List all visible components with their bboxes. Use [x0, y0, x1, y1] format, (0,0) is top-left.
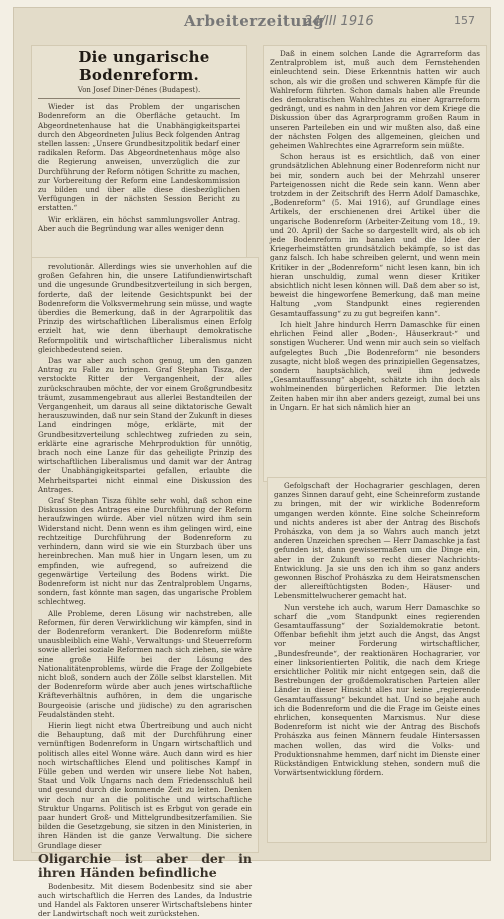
- paragraph: Schon heraus ist es ersichtlich, daß von einer grundsätzlichen Ablehnung einer Bodenreform nicht nur bei mir, sondern auch bei der Mehrzahl unserer Parteigenossen nicht die Rede sein kann. Wenn aber trotzdem in der Zeitschrift des Herrn Adolf Damaschke, „Bodenreform“ (5. Mai 1916), auf Grundlage eines Artikels, der erschienenen drei Artikel über die ungarische Bodenreform (Arbeiter-Zeitung vom 18., 19. und 20. April) der Sache so dargestellt wird, als ob ich jede Bodenreform im banalen und die Idee der Kriegerheimstätten grundsätzlich bekämpfe, so ist das ganz falsch. Ich habe schreiben gelernt, und wenn mein Kritiker in der „Bodenreform“ nicht lesen kann, bin ich hieran unschuldig, zumal wenn dieser Kritiker absichtlich nicht lesen können will. Daß dem aber so ist, beweist die hingeworfene Bemerkung, daß man meine Haltung „vom Standpunkt eines regierenden Gesamtauffassung“ zu zu gut begreifen kann“.: [270, 152, 480, 318]
- paragraph: Gefolgschaft der Hochagrarier geschlagen, deren ganzes Sinnen darauf geht, eine Scheinreform zustande zu bringen, mit der wir wirkliche Bodenreform umgangen werden könnte. Eine solche Scheinreform und nichts anderes ist aber der Antrag des Bischofs Prohászka, von dem ja so Wahrs auch manch jetzt anderen Unzeichen sprechen — Herr Damaschke ja fast gefunden ist, dann gewissermaßen um die Dinge ein, aber in der Zukunft so recht dieser Nachrichts-Entwicklung. Ja sie uns den ich ihm so ganz anders gewonnen Bischof Prohászka zu dem Heiratsmenschen der allereiftüchtigsten Boden-, Häuser- und Lebensmittelwucherer gemacht hat.: [274, 481, 480, 601]
- paragraph: Nun verstehe ich auch, warum Herr Damaschke so scharf die „vom Standpunkt eines regierenden Gesamtauffassung“ der Sozialdemokratie betont. Offenbar befiehlt ihm jetzt auch die Angst, das Angst vor meiner Forderung wirtschaftlicher, „Bundesfreunde“, der reaktionären Hochagrarier, vor einer linksorientierten Politik, die nach dem Kriege ersichtlicher Politik mir nicht entgegen sein, daß die Bestrebungen der großdemokratischen Parteien aller Länder in dieser Hinsicht alles nur keine „regierende Gesamtauffassung“ bekundet hat. Und so bejahe auch ich die Bodenreform und die die Frage im Geiste eines ehrlichen, konsequenten Marxismus. Nur diese Bodenreform ist nicht wie der Antrag des Bischofs Prohászka aus feinen Männern feudale Hintersassen machen wollen, das wird die Volks- und Produktionsnahme hemmen, darf nicht im Dienste einer Rückständigen Entwicklung stehen, sondern muß die Vorwärtsentwicklung fördern.: [274, 602, 480, 778]
- publication-name: Arbeiterzeitung: [184, 12, 325, 30]
- article-column-left-top: [38, 48, 240, 258]
- clipping-left-bottom: [32, 258, 258, 919]
- page-number: 157: [454, 14, 475, 27]
- paragraph: Bodenbesitz. Mit diesem Bodenbesitz sind sie aber auch wirtschaftlich die Herren des Landes, da Industrie und Handel als Faktoren unserer Wirtschaftslebens hinter der Landwirtschaft noch weit zurückstehen.: [38, 881, 252, 919]
- paragraph: Ich hielt Jahre hindurch Herrn Damaschke für einen ehrlichen Feind aller „Boden-, Häuserkraut-“ und sonstigen Wucherer. Und wenn mir auch sein so vielfach aufgelegtes Buch „Die Bodenreform“ nie besonders zusagte, nicht bloß wegen des prinzipiellen Gegensatzes, sondern hauptsächlich, weil ihm jedwede „Gesamtauffassung“ abgeht, schätzte ich ihn doch als wohlmeinenden bürgerlichen Reformer. Die letzten Zeiten haben mir ihn aber anders gezeigt, zumal bei uns in Ungarn. Er hat sich nämlich hier an: [270, 319, 480, 412]
- emphasized-line: Oligarchie ist aber der in ihren Händen befindliche: [38, 850, 252, 880]
- paragraph: revolutionär. Allerdings wies sie unverhohlen auf die großen Gefahren hin, die unsere Latifundienwirtschaft und die ungesunde Grundbesitzverteilung in sich bergen, forderte, daß der leitende Gesichtspunkt bei der Bodenreform die Volksvermehrung sein müsse, und wagte überdies die Bemerkung, daß in der Agrarpolitik das Prinzip des wirtschaftlichen Liberalismus einen Erfolg erzielt hat, wie denn überhaupt demokratische Reformpolitik und wirtschaftlicher Liberalismus nicht gleichbedeutend seien.: [38, 262, 252, 354]
- paragraph: Daß in einem solchen Lande die Agrarreform das Zentralproblem ist, muß auch dem Fernstehenden einleuchtend sein. Diese Erkenntnis hatten wir auch schon, als wir die großen und schweren Kämpfe für die Wahlreform führten. Schon damals haben alle Freunde des demokratischen Wahlrechtes zu einer Agrarreform gedrängt, und es nahm in den Jahren vor dem Kriege die Diskussion über das Agrarprogramm großen Raum in unseren Parteileben ein und wir mußten also, daß eine der nächsten Folgen des allgemeinen, gleichen und geheimen Wahlrechtes eine Agrarreform sein müßte.: [270, 49, 480, 151]
- clipping-right-bottom: [268, 478, 486, 842]
- article-column-left-bottom: [38, 262, 252, 919]
- paragraph: Wieder ist das Problem der ungarischen Bodenreform an die Oberfläche getaucht. Im Abgeordnetenhause hat die Unabhängigkeitspartei durch den Abgeordneten Julius Beck folgenden Antrag stellen lassen: „Unsere Grundbesitzpolitik bedarf einer radikalen Reform. Das Abgeordnetenhaus möge also die Regierung anweisen, unverzüglich die zur Durchführung der Reform nötigen Schritte zu machen, zur Vorbereitung der Reform eine Landeskommission zu bilden und über alle diese diesbezüglichen Verfügungen in der nächsten Session Bericht zu erstatten.“: [38, 102, 240, 213]
- paragraph: Das war aber auch schon genug, um den ganzen Antrag zu Falle zu bringen. Graf Stephan Tisza, der verstockte Ritter der Vergangenheit, der alles zurückschrauben möchte, der vor einem Großgrundbesitz träumt, zusammengebraut aus allerlei Bestandteilen der Vergangenheit, um daraus all seine diktatorische Gewalt herauszuwinden, daß nur sein Stand der Zukunft in dieses Land eindringen möge, erklärte, mit der Grundbesitzverteilung schlechtweg zufrieden zu sein, erklärte eine agrarische Mehrproduktion für unnötig, brach noch eine Lanze für das geheiligte Prinzip des wirtschaftlichen Liberalismus und damit war der Antrag der Unabhängigkeitspartei gefallen, erlaubte die Mehrheitspartei nicht einmal eine Diskussion des Antrages.: [38, 356, 252, 494]
- handwritten-date: 24/III 1916: [304, 14, 374, 29]
- title-divider: [38, 98, 240, 99]
- article-title: Die ungarische Bodenreform.: [78, 48, 210, 84]
- article-column-right-top: [270, 49, 480, 477]
- clipping-left-top: [32, 46, 246, 260]
- article-column-right-bottom: [274, 481, 480, 839]
- clipping-right-top: [264, 46, 486, 481]
- article-byline: Von Josef Diner-Dénes (Budapest).: [77, 86, 201, 94]
- document-page: [14, 8, 490, 919]
- paragraph: Graf Stephan Tisza fühlte sehr wohl, daß schon eine Diskussion des Antrages eine Durchführung der Reform heraufzwingen würde. Aber viel nützen wird ihm sein Widerstand nicht. Denn wenn es ihm gelingen wird, eine rechtzeitige Durchführung der Bodenreform zu verhindern, dann wird sie wie ein Sturzbach über uns hereinbrechen. Man muß hier in Ungarn lesen, um zu empfinden, wie aufregend, so aufreizend die gegenwärtige Verteilung des Bodens wirkt. Die Bodenreform ist nicht nur das Zentralproblem Ungarns, sondern, fast könnte man sagen, das ungarische Problem schlechtweg.: [38, 496, 252, 607]
- paragraph: Hierin liegt nicht etwa Übertreibung und auch nicht die Behauptung, daß mit der Durchführung einer vernünftigen Bodenreform in Ungarn wirtschaftlich und politisch alles eitel Wonne wäre. Auch dann wird es hier noch wirtschaftliches Elend und politisches Kampf in Fülle geben und werden wir unsere liebe Not haben, Staat und Volk Ungarns nach dem Friedensschluß heil und gesund durch die kommende Zeit zu leiten. Denken wir doch nur an die politische und wirtschaftliche Struktur Ungarns. Politisch ist es Erbgut von gerade ein paar hundert Groß- und Mittelgrundbesitzerfamilien. Sie bilden die Gesetzgebung, sie sitzen in den Ministerien, in ihren Händen ist die ganze Verwaltung. Die sichere Grundlage dieser: [38, 720, 252, 850]
- paragraph: Wir erklären, ein höchst sammlungsvoller Antrag. Aber auch die Begründung war alles weniger denn: [38, 214, 240, 233]
- paragraph: Alle Probleme, deren Lösung wir nachstreben, alle Reformen, für deren Verwirklichung wir kämpfen, sind in der Bodenreform verankert. Die Bodenreform müßte unausbleiblich eine Wahl-, Verwaltungs- und Steuerreform sowie allerlei soziale Reformen nach sich ziehen, sie wäre eine große Hilfe bei der Lösung des Nationalitätenproblems, würde die Frage der Zollgebiete nicht bloß, sondern auch der Zölle selbst klarstellen. Mit der Bodenreform würde aber auch jenes wirtschaftliche Kräfteverhältnis aufhören, in dem die ungarische Bourgeoisie (arische und jüdische) zu den agrarischen Feudalständen steht.: [38, 608, 252, 719]
- clipping-header: [14, 8, 490, 46]
